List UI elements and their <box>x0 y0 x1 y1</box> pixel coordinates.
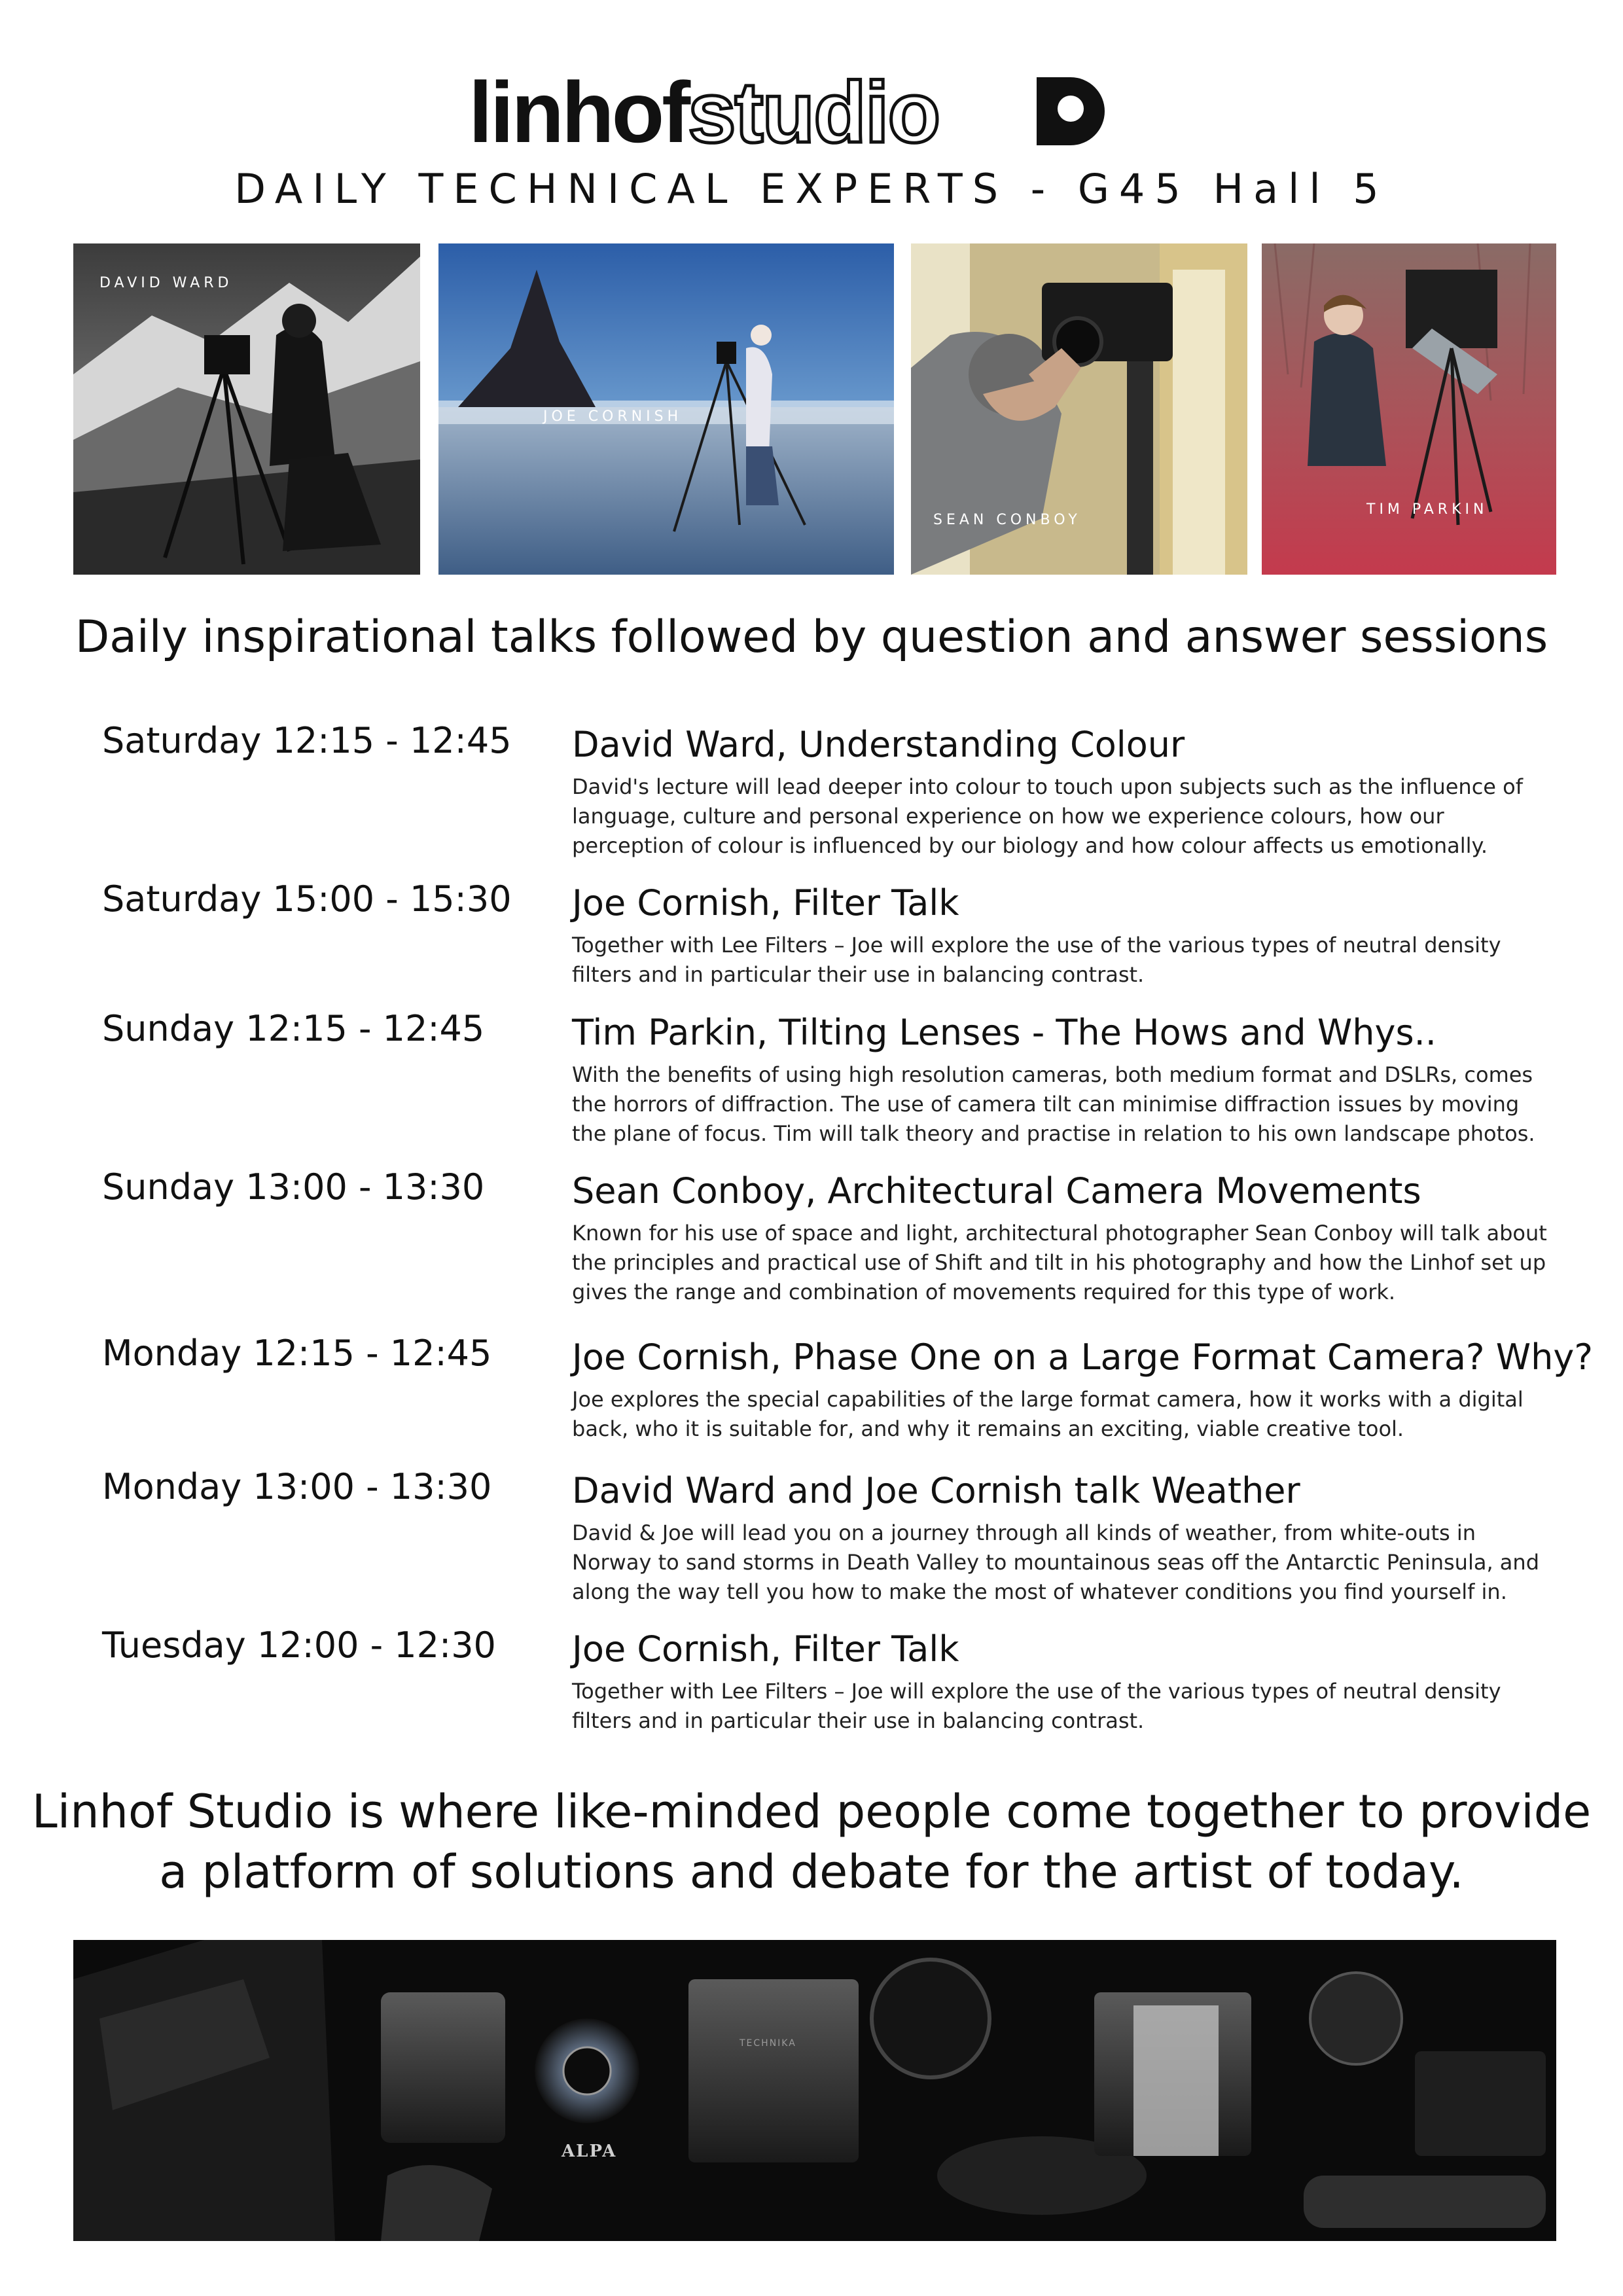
linhof-mark-icon <box>1030 71 1109 149</box>
session-time: Sunday 13:00 - 13:30 <box>102 1166 485 1208</box>
session-title: Sean Conboy, Architectural Camera Movements <box>572 1170 1421 1211</box>
session-description: Known for his use of space and light, architectural photographer Sean Conboy will talk about the principles and practical use of Shift and tilt in his photography and how the Linhof set up gives the range and combination of movements required for this type of work. <box>572 1221 1547 1304</box>
photo-joe-cornish <box>438 243 894 575</box>
photo-tim-parkin <box>1262 243 1556 575</box>
field-photo <box>1262 243 1556 575</box>
session-time: Saturday 15:00 - 15:30 <box>102 878 512 920</box>
session-time: Tuesday 12:00 - 12:30 <box>102 1624 496 1666</box>
session-time: Sunday 12:15 - 12:45 <box>102 1008 485 1049</box>
page-subtitle: DAILY TECHNICAL EXPERTS - G45 Hall 5 <box>234 165 1389 213</box>
linhof-studio-logo <box>469 64 940 160</box>
photo-label-tim-parkin: TIM PARKIN <box>1366 501 1488 518</box>
session-title: David Ward, Understanding Colour <box>572 724 1185 765</box>
session-title: Tim Parkin, Tilting Lenses - The Hows and Whys.. <box>572 1012 1436 1053</box>
camera-gear-banner <box>73 1940 1556 2241</box>
session-description: Together with Lee Filters – Joe will explore the use of the various types of neutral density filters and in particular their use in balancing contrast. <box>572 1679 1501 1733</box>
camera-equipment-image <box>73 1940 1556 2241</box>
closing-statement <box>0 1782 1623 1902</box>
photo-label-sean-conboy: SEAN CONBOY <box>933 512 1081 528</box>
photo-label-david-ward: DAVID WARD <box>99 275 233 291</box>
closing-line-1: Linhof Studio is where like-minded people come together to provide <box>31 1785 1592 1839</box>
alpa-brand-label: ALPA <box>562 2142 617 2161</box>
session-time: Saturday 12:15 - 12:45 <box>102 720 512 761</box>
session-title: Joe Cornish, Filter Talk <box>572 1628 959 1670</box>
photo-david-ward <box>73 243 420 575</box>
session-title: Joe Cornish, Filter Talk <box>572 882 959 924</box>
session-time: Monday 13:00 - 13:30 <box>102 1466 492 1507</box>
closing-line-2: a platform of solutions and debate for the artist of today. <box>159 1845 1464 1899</box>
photo-label-joe-cornish: JOE CORNISH <box>543 408 683 425</box>
photo-sean-conboy <box>911 243 1247 575</box>
intro-heading: Daily inspirational talks followed by question and answer sessions <box>75 611 1548 663</box>
session-description: With the benefits of using high resolution cameras, both medium format and DSLRs, comes the horrors of diffraction. The use of camera tilt can minimise diffraction issues by moving the plane of focus. Tim will talk theory and practise in relation to his own landscape photos. <box>572 1062 1535 1146</box>
session-description: David's lecture will lead deeper into colour to touch upon subjects such as the influence of language, culture and personal experience on how we experience colours, how our perception of colour is influenced by our biology and how colour affects us emotionally. <box>572 774 1523 858</box>
session-description: Together with Lee Filters – Joe will explore the use of the various types of neutral density filters and in particular their use in balancing contrast. <box>572 933 1501 987</box>
landscape-photo-bw <box>73 243 420 575</box>
session-title: David Ward and Joe Cornish talk Weather <box>572 1470 1300 1511</box>
technika-brand-label: TECHNIKA <box>740 2038 796 2049</box>
session-description: Joe explores the special capabilities of the large format camera, how it works with a digital back, who it is suitable for, and why it remains an exciting, viable creative tool. <box>572 1387 1524 1441</box>
session-time: Monday 12:15 - 12:45 <box>102 1333 492 1374</box>
session-title: Joe Cornish, Phase One on a Large Format Camera? Why? <box>572 1336 1593 1378</box>
session-description: David & Joe will lead you on a journey through all kinds of weather, from white-outs in Norway to sand storms in Death Valley to mountainous seas off the Antarctic Peninsula, and along the way tell you how to make the most of whatever conditions you find yourself in. <box>572 1520 1539 1604</box>
logo-studio-text: studio <box>688 64 940 160</box>
logo-linhof-text: linhof <box>469 64 688 160</box>
